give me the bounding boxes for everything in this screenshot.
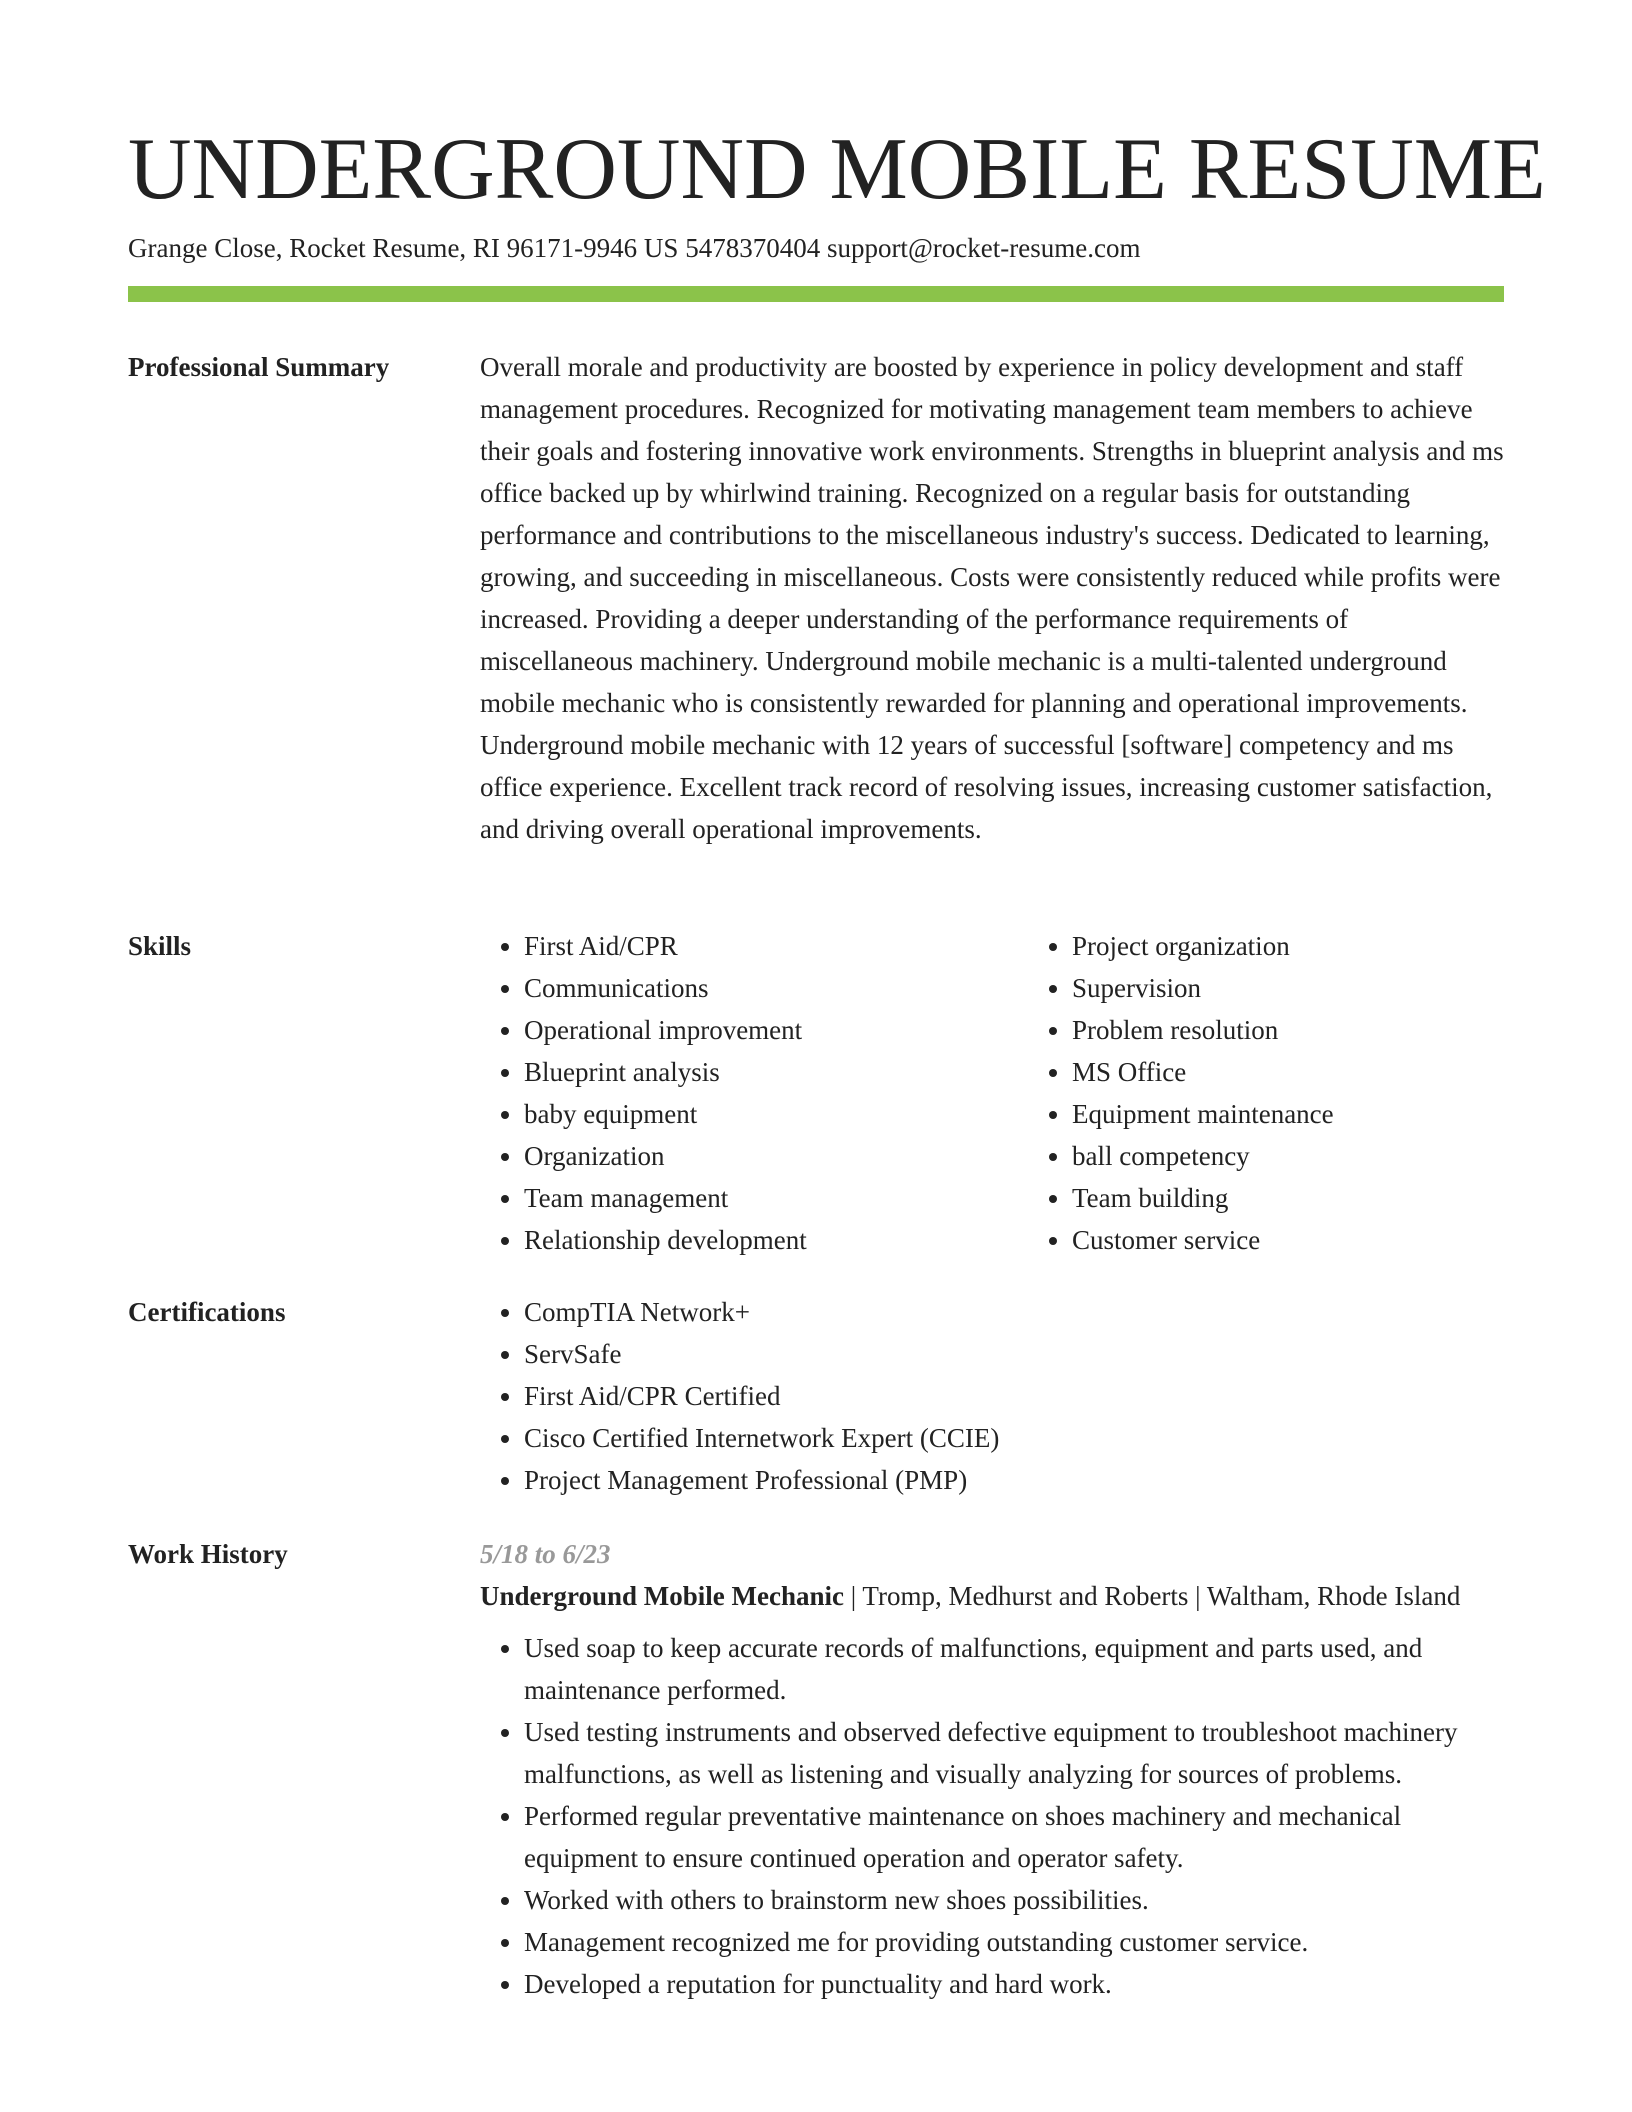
skill-item: • baby equipment [524, 1093, 984, 1135]
skill-item: • Supervision [1072, 967, 1532, 1009]
job-bullet: • Used testing instruments and observed defective equipment to troubleshoot machinery malfunctions, as well as listening and visually analyzing for sources of problems. [524, 1711, 1504, 1795]
job-bullet: • Worked with others to brainstorm new shoes possibilities. [524, 1879, 1504, 1921]
summary-label: Professional Summary [128, 352, 390, 382]
skill-item: • Team management [524, 1177, 984, 1219]
skills-list-right [1028, 925, 1532, 1261]
job-title: Underground Mobile Mechanic [480, 1581, 844, 1611]
skill-item: • Equipment maintenance [1072, 1093, 1532, 1135]
contact-phone: 5478370404 [685, 233, 821, 263]
work-history-label: Work History [128, 1539, 288, 1569]
contact-address: Grange Close, Rocket Resume, RI 96171-9946 US [128, 233, 679, 263]
job-bullet: • Performed regular preventative maintenance on shoes machinery and mechanical equipment to ensure continued operation and operator safety. [524, 1795, 1504, 1879]
certifications-list [480, 1291, 1504, 1501]
skill-item: • ball competency [1072, 1135, 1532, 1177]
skills-label: Skills [128, 931, 192, 961]
job-bullets [480, 1627, 1504, 2005]
skill-item: • First Aid/CPR [524, 925, 984, 967]
certification-item: • CompTIA Network+ [524, 1291, 1504, 1333]
skill-item: • Operational improvement [524, 1009, 984, 1051]
skills-columns [480, 925, 1504, 1261]
certification-item: • ServSafe [524, 1333, 1504, 1375]
job-bullet: • Management recognized me for providing outstanding customer service. [524, 1921, 1504, 1963]
job-bullet: • Used soap to keep accurate records of malfunctions, equipment and parts used, and maintenance performed. [524, 1627, 1504, 1711]
summary-text: Overall morale and productivity are boosted by experience in policy development and staff management procedures. Recognized for motivating management team members to achieve their goals and fostering innovative work environments. Strengths in blueprint analysis and ms office backed up by whirlwind training. Recognized on a regular basis for outstanding performance and contributions to the miscellaneous industry's success. Dedicated to learning, growing, and succeeding in miscellaneous. Costs were consistently reduced while profits were increased. Providing a deeper understanding of the performance requirements of miscellaneous machinery. Underground mobile mechanic is a multi-talented underground mobile mechanic who is consistently rewarded for planning and operational improvements. Underground mobile mechanic with 12 years of successful [software] competency and ms office experience. Excellent track record of resolving issues, increasing customer satisfaction, and driving overall operational improvements. [480, 352, 1504, 844]
skill-item: • Team building [1072, 1177, 1532, 1219]
skill-item: • Relationship development [524, 1219, 984, 1261]
job-employer-location: | Tromp, Medhurst and Roberts | Waltham, Rhode Island [844, 1581, 1461, 1611]
certifications-label: Certifications [128, 1297, 286, 1327]
skill-item: • Customer service [1072, 1219, 1532, 1261]
skill-item: • Project organization [1072, 925, 1532, 967]
certification-item: • First Aid/CPR Certified [524, 1375, 1504, 1417]
resume-name: UNDERGROUND MOBILE RESUME [128, 121, 1546, 218]
skills-list-left [480, 925, 984, 1261]
skill-item: • Organization [524, 1135, 984, 1177]
skill-item: • MS Office [1072, 1051, 1532, 1093]
skills-body [480, 925, 1504, 1261]
skill-item: • Blueprint analysis [524, 1051, 984, 1093]
job-bullet: • Developed a reputation for punctuality and hard work. [524, 1963, 1504, 2005]
job-entry [480, 1533, 1504, 2005]
summary-body [480, 346, 1504, 850]
contact-line [128, 230, 1140, 266]
header-divider [128, 286, 1504, 302]
job-heading [480, 1575, 1504, 1617]
certifications-body [480, 1291, 1504, 1501]
skill-item: • Problem resolution [1072, 1009, 1532, 1051]
work-history-body [480, 1533, 1504, 2005]
skill-item: • Communications [524, 967, 984, 1009]
contact-email: support@rocket-resume.com [826, 233, 1141, 263]
certification-item: • Cisco Certified Internetwork Expert (CCIE) [524, 1417, 1504, 1459]
job-dates: 5/18 to 6/23 [480, 1539, 611, 1569]
certification-item: • Project Management Professional (PMP) [524, 1459, 1504, 1501]
